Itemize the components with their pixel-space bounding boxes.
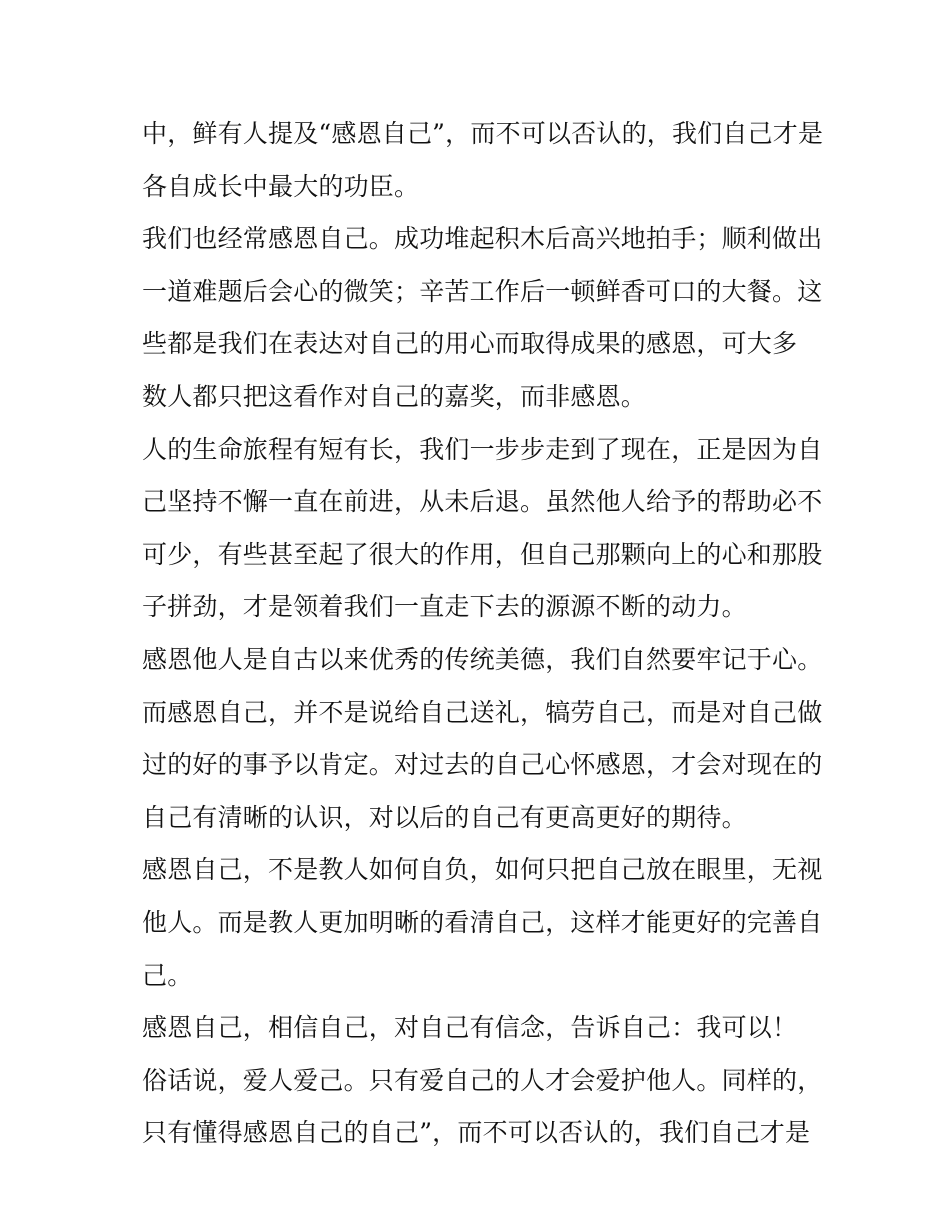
text-line: 人的生命旅程有短有长，我们一步步走到了现在，正是因为自 xyxy=(142,434,823,464)
document-body xyxy=(142,108,822,1160)
text-line: 感恩他人是自古以来优秀的传统美德，我们自然要牢记于心。 xyxy=(142,644,823,674)
text-line: 己。 xyxy=(142,960,193,990)
text-line: 子拼劲，才是领着我们一直走下去的源源不断的动力。 xyxy=(142,592,747,622)
text-line: 而感恩自己，并不是说给自己送礼，犒劳自己，而是对自己做 xyxy=(142,697,823,727)
text-line: 数人都只把这看作对自己的嘉奖，而非感恩。 xyxy=(142,381,647,411)
text-line: 感恩自己，相信自己，对自己有信念，告诉自己：我可以！ xyxy=(142,1013,798,1043)
text-line: 一道难题后会心的微笑；辛苦工作后一顿鲜香可口的大餐。这 xyxy=(142,276,823,306)
text-line: 中，鲜有人提及“感恩自己”，而不可以否认的，我们自己才是 xyxy=(142,119,824,148)
text-line: 俗话说，爱人爱己。只有爱自己的人才会爱护他人。同样的， xyxy=(142,1065,823,1095)
text-line: 我们也经常感恩自己。成功堆起积木后高兴地拍手；顺利做出 xyxy=(142,224,823,254)
text-line: 些都是我们在表达对自己的用心而取得成果的感恩，可大多 xyxy=(142,329,798,359)
text-line: 可少，有些甚至起了很大的作用，但自己那颗向上的心和那股 xyxy=(142,539,823,569)
text-line: 感恩自己，不是教人如何自负，如何只把自己放在眼里，无视 xyxy=(142,855,823,885)
text-line: 他人。而是教人更加明晰的看清自己，这样才能更好的完善自 xyxy=(142,907,823,937)
text-line: 自己有清晰的认识，对以后的自己有更高更好的期待。 xyxy=(142,802,747,832)
text-line: 过的好的事予以肯定。对过去的自己心怀感恩，才会对现在的 xyxy=(142,750,823,780)
text-line: 只有懂得感恩自己的自己”，而不可以否认的，我们自己才是 xyxy=(142,1118,811,1148)
text-line: 各自成长中最大的功臣。 xyxy=(142,171,420,201)
text-line: 己坚持不懈一直在前进，从未后退。虽然他人给予的帮助必不 xyxy=(142,487,823,517)
